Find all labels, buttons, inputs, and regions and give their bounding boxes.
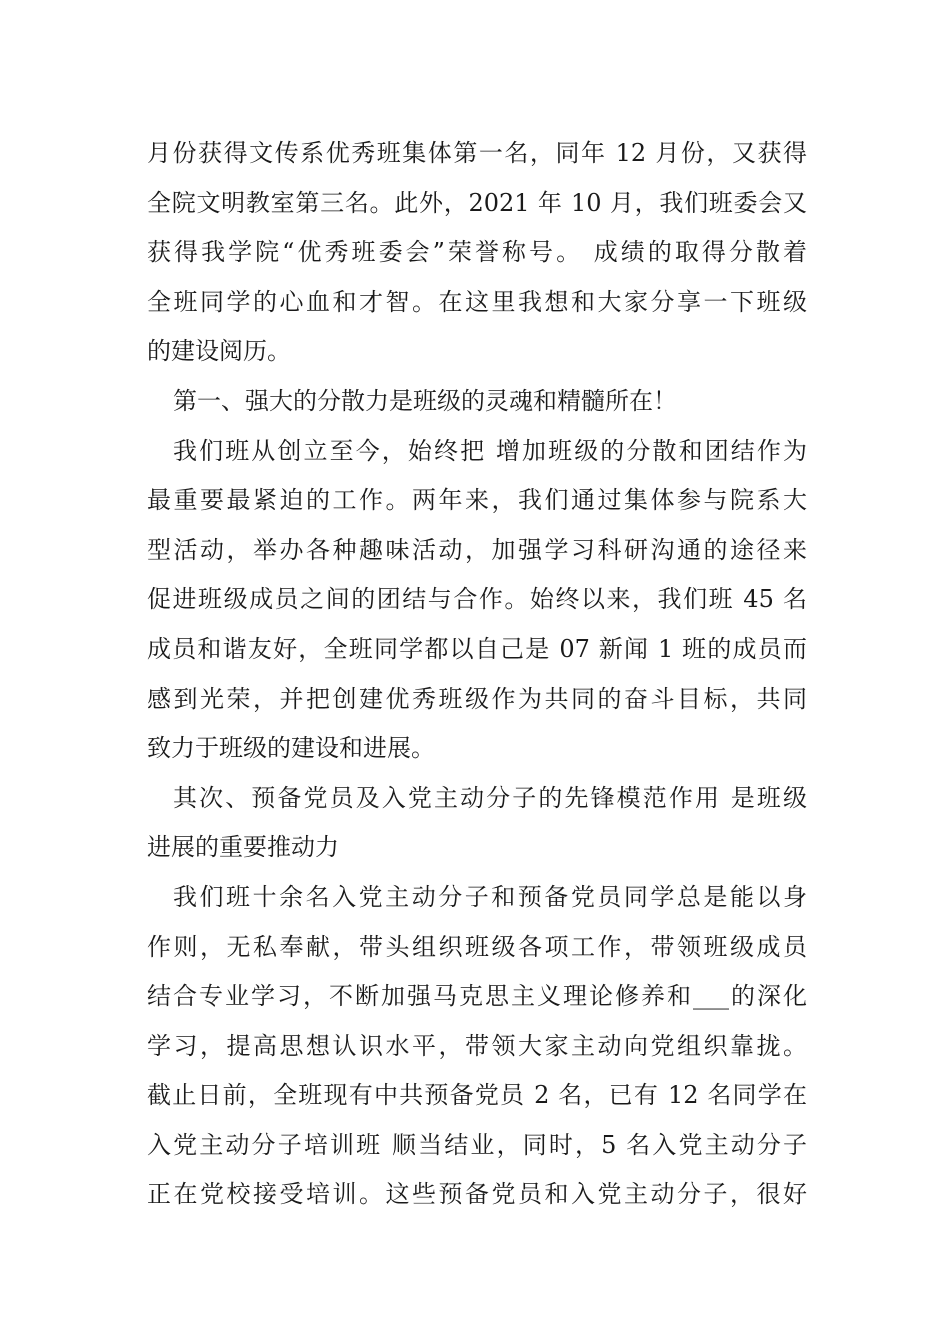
text-line: 感到光荣，并把创建优秀班级作为共同的奋斗目标，共同 <box>147 684 807 713</box>
text-line: 全院文明教室第三名。此外，2021 年 10 月，我们班委会又 <box>147 188 807 217</box>
text-line: 促进班级成员之间的团结与合作。始终以来，我们班 45 名 <box>147 585 807 614</box>
text-line: 获得我学院“优秀班委会”荣誉称号。 成绩的取得分散着 <box>147 238 807 267</box>
text-line: 作则，无私奉献，带头组织班级各项工作，带领班级成员 <box>147 932 807 961</box>
text-line: 月份获得文传系优秀班集体第一名，同年 12 月份，又获得 <box>147 139 807 167</box>
text-line: 全班同学的心血和才智。在这里我想和大家分享一下班级 <box>147 287 807 316</box>
text-line: 型活动，举办各种趣味活动，加强学习科研沟通的途径来 <box>147 535 807 564</box>
text-line: 致力于班级的建设和进展。 <box>147 734 435 763</box>
document-body <box>147 129 807 1220</box>
text-line: 正在党校接受培训。这些预备党员和入党主动分子，很好 <box>147 1180 807 1209</box>
text-line: 学习，提高思想认识水平，带领大家主动向党组织靠拢。 <box>147 1031 807 1060</box>
text-line: 第一、强大的分散力是班级的灵魂和精髓所在！ <box>173 386 677 415</box>
text-line: 最重要最紧迫的工作。两年来，我们通过集体参与院系大 <box>147 486 807 515</box>
text-line: 我们班从创立至今，始终把 增加班级的分散和团结作为 <box>173 436 807 465</box>
text-line: 截止日前，全班现有中共预备党员 2 名，已有 12 名同学在 <box>147 1081 807 1110</box>
text-line: 结合专业学习，不断加强马克思主义理论修养和___的深化 <box>147 982 807 1011</box>
text-line: 其次、预备党员及入党主动分子的先锋模范作用 是班级 <box>173 783 807 812</box>
text-line: 进展的重要推动力 <box>147 833 339 862</box>
text-line: 成员和谐友好，全班同学都以自己是 07 新闻 1 班的成员而 <box>147 634 807 663</box>
text-line: 我们班十余名入党主动分子和预备党员同学总是能以身 <box>173 882 807 911</box>
text-line: 入党主动分子培训班 顺当结业，同时，5 名入党主动分子 <box>147 1130 807 1159</box>
text-line: 的建设阅历。 <box>147 337 291 366</box>
